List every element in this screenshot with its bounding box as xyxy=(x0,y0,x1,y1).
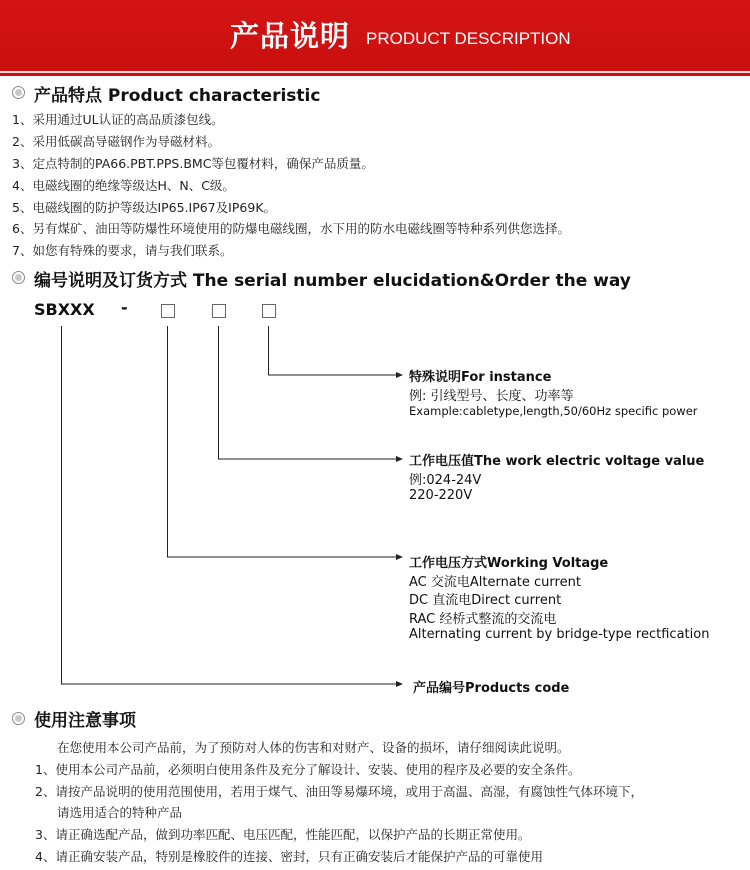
voltage-mode-dc: DC 直流电Direct current xyxy=(409,593,562,608)
characteristic-item: 1、采用通过UL认证的高品质漆包线。 xyxy=(12,112,224,127)
characteristic-item: 5、电磁线圈的防护等级达IP65.IP67及IP69K。 xyxy=(12,200,277,215)
model-code: SBXXX xyxy=(34,300,95,319)
page-title: 产品说明 xyxy=(230,19,351,53)
arrowhead-icon xyxy=(396,372,403,378)
arrowhead-icon xyxy=(396,681,403,687)
voltage-value-title: 工作电压值The work electric voltage value xyxy=(409,454,705,469)
characteristic-item: 6、另有煤矿、油田等防爆性环境使用的防爆电磁线圈，水下用的防水电磁线圈等特种系列供您选择。 xyxy=(12,221,570,236)
leader-line-code xyxy=(62,326,399,684)
characteristic-item: 2、采用低碳高导磁钢作为导磁材料。 xyxy=(12,134,220,149)
section-heading-serial-number: 编号说明及订货方式 The serial number elucidation&Order the way xyxy=(34,271,631,291)
precaution-item-continued: 请选用适合的特种产品 xyxy=(57,805,183,820)
leader-line-special xyxy=(269,326,399,375)
model-dash: - xyxy=(121,298,128,317)
product-code-title: 产品编号Products code xyxy=(413,681,570,696)
special-example-cn: 例: 引线型号、长度、功率等 xyxy=(409,389,574,404)
voltage-value-example-2: 220-220V xyxy=(409,488,473,503)
section-heading-characteristics: 产品特点 Product characteristic xyxy=(34,86,321,106)
leader-line-voltage-value xyxy=(219,326,399,459)
voltage-mode-rac: RAC 经桥式整流的交流电 xyxy=(409,612,557,627)
section-bullet-icon xyxy=(12,712,25,725)
page-subtitle: PRODUCT DESCRIPTION xyxy=(366,29,571,48)
characteristic-item: 7、如您有特殊的要求，请与我们联系。 xyxy=(12,243,233,258)
special-title: 特殊说明For instance xyxy=(409,370,552,385)
leader-line-voltage-mode xyxy=(168,326,399,557)
voltage-mode-ac: AC 交流电Alternate current xyxy=(409,575,581,590)
characteristic-item: 4、电磁线圈的绝缘等级达H、N、C级。 xyxy=(12,178,235,193)
precaution-item: 2、请按产品说明的使用范围使用，若用于煤气、油田等易爆环境，或用于高温、高湿，有腐蚀性气体环境下， xyxy=(35,784,643,799)
arrowhead-icon xyxy=(396,456,403,462)
special-example-en: Example:cabletype,length,50/60Hz specific power xyxy=(409,404,698,418)
voltage-mode-title: 工作电压方式Working Voltage xyxy=(409,556,609,571)
precaution-item: 3、请正确选配产品，做到功率匹配、电压匹配，性能匹配，以保护产品的长期正常使用。 xyxy=(35,827,531,842)
characteristic-item: 3、定点特制的PA66.PBT.PPS.BMC等包覆材料，确保产品质量。 xyxy=(12,156,374,171)
arrowhead-icon xyxy=(396,554,403,560)
precaution-item: 4、请正确安装产品，特别是橡胶件的连接、密封，只有正确安装后才能保护产品的可靠使用 xyxy=(35,849,543,864)
precautions-intro: 在您使用本公司产品前，为了预防对人体的伤害和对财产、设备的损坏，请仔细阅读此说明。 xyxy=(57,740,570,755)
precaution-item: 1、使用本公司产品前，必须明白使用条件及充分了解设计、安装、使用的程序及必要的安全条件。 xyxy=(35,762,581,777)
section-heading-precautions: 使用注意事项 xyxy=(34,711,136,731)
voltage-mode-rac-en: Alternating current by bridge-type rectfication xyxy=(409,627,710,642)
voltage-value-example-1: 例:024-24V xyxy=(409,473,482,488)
